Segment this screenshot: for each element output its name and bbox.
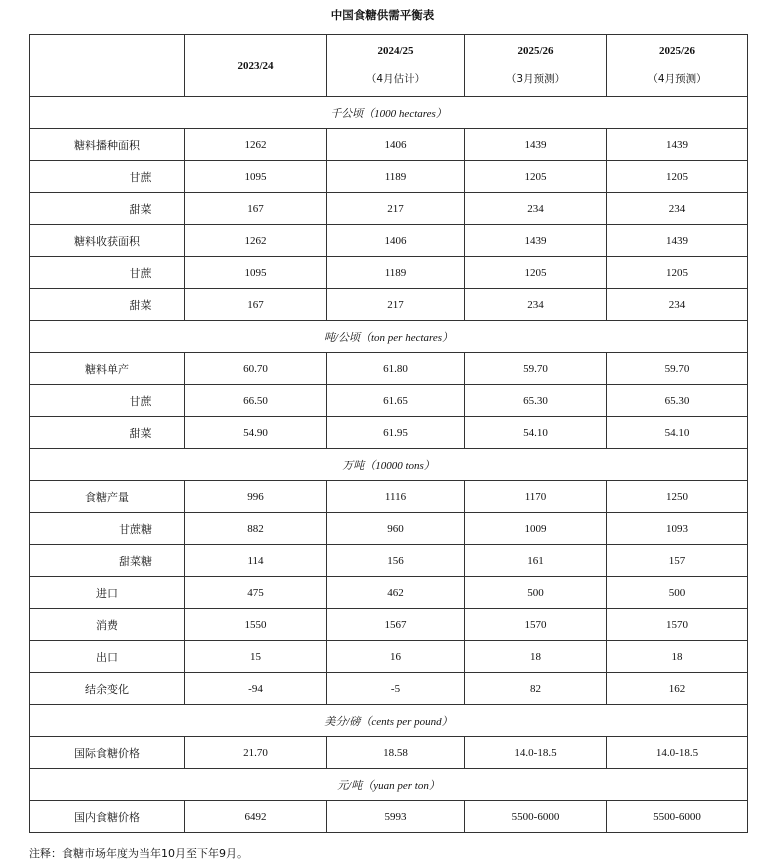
value-cell: 65.30 bbox=[465, 385, 607, 417]
table-row bbox=[30, 417, 748, 449]
header-row bbox=[30, 35, 748, 97]
value-cell: 1262 bbox=[185, 225, 327, 257]
table-row bbox=[30, 129, 748, 161]
table-row bbox=[30, 577, 748, 609]
value-cell: 54.90 bbox=[185, 417, 327, 449]
value-cell: 1093 bbox=[607, 513, 748, 545]
value-cell: 1205 bbox=[607, 257, 748, 289]
row-label: 甜菜糖 bbox=[30, 545, 185, 577]
value-cell: -94 bbox=[185, 673, 327, 705]
table-row bbox=[30, 225, 748, 257]
value-cell: 462 bbox=[327, 577, 465, 609]
header-year: 2025/26 bbox=[658, 45, 696, 57]
value-cell: 1567 bbox=[327, 609, 465, 641]
value-cell: 234 bbox=[465, 193, 607, 225]
value-cell: 18.58 bbox=[327, 737, 465, 769]
value-cell: 54.10 bbox=[465, 417, 607, 449]
table-row bbox=[30, 801, 748, 833]
row-label: 甘蔗糖 bbox=[30, 513, 185, 545]
table-row bbox=[30, 673, 748, 705]
value-cell: 5993 bbox=[327, 801, 465, 833]
value-cell: 54.10 bbox=[607, 417, 748, 449]
table-row bbox=[30, 545, 748, 577]
row-label: 食糖产量 bbox=[30, 481, 185, 513]
value-cell: 1439 bbox=[607, 225, 748, 257]
row-label: 国际食糖价格 bbox=[30, 737, 185, 769]
value-cell: 6492 bbox=[185, 801, 327, 833]
value-cell: 1116 bbox=[327, 481, 465, 513]
table-row bbox=[30, 193, 748, 225]
value-cell: 1262 bbox=[185, 129, 327, 161]
unit-label: 美分/磅（cents per pound） bbox=[30, 705, 748, 737]
header-year: 2023/24 bbox=[237, 59, 274, 72]
value-cell: -5 bbox=[327, 673, 465, 705]
row-label: 消费 bbox=[30, 609, 185, 641]
row-label: 甘蔗 bbox=[30, 257, 185, 289]
row-label: 结余变化 bbox=[30, 673, 185, 705]
value-cell: 1189 bbox=[327, 257, 465, 289]
value-cell: 1250 bbox=[607, 481, 748, 513]
value-cell: 16 bbox=[327, 641, 465, 673]
table-row bbox=[30, 609, 748, 641]
value-cell: 61.80 bbox=[327, 353, 465, 385]
value-cell: 1009 bbox=[465, 513, 607, 545]
row-label: 甜菜 bbox=[30, 417, 185, 449]
value-cell: 1439 bbox=[465, 225, 607, 257]
unit-label: 万吨（10000 tons） bbox=[30, 449, 748, 481]
value-cell: 82 bbox=[465, 673, 607, 705]
value-cell: 234 bbox=[465, 289, 607, 321]
table-row bbox=[30, 513, 748, 545]
value-cell: 500 bbox=[607, 577, 748, 609]
row-label: 糖料收获面积 bbox=[30, 225, 185, 257]
header-sub: （4月预测） bbox=[647, 73, 707, 85]
value-cell: 162 bbox=[607, 673, 748, 705]
unit-row bbox=[30, 449, 748, 481]
value-cell: 1205 bbox=[465, 257, 607, 289]
value-cell: 5500-6000 bbox=[465, 801, 607, 833]
value-cell: 1205 bbox=[607, 161, 748, 193]
value-cell: 161 bbox=[465, 545, 607, 577]
value-cell: 61.95 bbox=[327, 417, 465, 449]
header-sub: （4月估计） bbox=[365, 73, 426, 85]
table-row bbox=[30, 257, 748, 289]
value-cell: 1406 bbox=[327, 225, 465, 257]
table-row bbox=[30, 353, 748, 385]
table-row bbox=[30, 481, 748, 513]
value-cell: 1170 bbox=[465, 481, 607, 513]
row-label: 甜菜 bbox=[30, 289, 185, 321]
value-cell: 18 bbox=[607, 641, 748, 673]
row-label: 甘蔗 bbox=[30, 385, 185, 417]
table-row bbox=[30, 385, 748, 417]
value-cell: 1439 bbox=[607, 129, 748, 161]
value-cell: 1095 bbox=[185, 161, 327, 193]
footnote: 注释：食糖市场年度为当年10月至下年9月。 bbox=[29, 847, 248, 860]
value-cell: 157 bbox=[607, 545, 748, 577]
unit-label: 元/吨（yuan per ton） bbox=[30, 769, 748, 801]
value-cell: 59.70 bbox=[465, 353, 607, 385]
supply-demand-table bbox=[29, 34, 748, 833]
value-cell: 65.30 bbox=[607, 385, 748, 417]
value-cell: 1406 bbox=[327, 129, 465, 161]
value-cell: 59.70 bbox=[607, 353, 748, 385]
unit-row bbox=[30, 705, 748, 737]
value-cell: 156 bbox=[327, 545, 465, 577]
row-label: 甜菜 bbox=[30, 193, 185, 225]
value-cell: 66.50 bbox=[185, 385, 327, 417]
header-cell bbox=[327, 35, 465, 97]
value-cell: 500 bbox=[465, 577, 607, 609]
value-cell: 960 bbox=[327, 513, 465, 545]
value-cell: 167 bbox=[185, 289, 327, 321]
value-cell: 1095 bbox=[185, 257, 327, 289]
value-cell: 996 bbox=[185, 481, 327, 513]
header-year: 2025/26 bbox=[517, 45, 554, 57]
row-label: 进口 bbox=[30, 577, 185, 609]
value-cell: 14.0-18.5 bbox=[607, 737, 748, 769]
value-cell: 167 bbox=[185, 193, 327, 225]
header-corner-cell bbox=[30, 35, 185, 97]
row-label: 甘蔗 bbox=[30, 161, 185, 193]
value-cell: 217 bbox=[327, 193, 465, 225]
unit-label: 吨/公顷（ton per hectares） bbox=[30, 321, 748, 353]
unit-label: 千公顷（1000 hectares） bbox=[30, 97, 748, 129]
value-cell: 1205 bbox=[465, 161, 607, 193]
header-cell bbox=[607, 35, 748, 97]
value-cell: 5500-6000 bbox=[607, 801, 748, 833]
value-cell: 217 bbox=[327, 289, 465, 321]
value-cell: 475 bbox=[185, 577, 327, 609]
value-cell: 15 bbox=[185, 641, 327, 673]
unit-row bbox=[30, 321, 748, 353]
value-cell: 21.70 bbox=[185, 737, 327, 769]
value-cell: 114 bbox=[185, 545, 327, 577]
table-row bbox=[30, 737, 748, 769]
header-cell bbox=[185, 35, 327, 97]
value-cell: 1570 bbox=[465, 609, 607, 641]
value-cell: 18 bbox=[465, 641, 607, 673]
table-row bbox=[30, 161, 748, 193]
value-cell: 1439 bbox=[465, 129, 607, 161]
header-year: 2024/25 bbox=[377, 45, 414, 57]
value-cell: 1550 bbox=[185, 609, 327, 641]
header-cell bbox=[465, 35, 607, 97]
unit-row bbox=[30, 97, 748, 129]
value-cell: 882 bbox=[185, 513, 327, 545]
value-cell: 234 bbox=[607, 193, 748, 225]
row-label: 出口 bbox=[30, 641, 185, 673]
table-row bbox=[30, 289, 748, 321]
value-cell: 234 bbox=[607, 289, 748, 321]
table-title: 中国食糖供需平衡表 bbox=[330, 8, 435, 22]
table-row bbox=[30, 641, 748, 673]
unit-row bbox=[30, 769, 748, 801]
value-cell: 60.70 bbox=[185, 353, 327, 385]
value-cell: 61.65 bbox=[327, 385, 465, 417]
value-cell: 14.0-18.5 bbox=[465, 737, 607, 769]
row-label: 国内食糖价格 bbox=[30, 801, 185, 833]
row-label: 糖料播种面积 bbox=[30, 129, 185, 161]
header-sub: （3月预测） bbox=[505, 73, 566, 85]
value-cell: 1189 bbox=[327, 161, 465, 193]
value-cell: 1570 bbox=[607, 609, 748, 641]
row-label: 糖料单产 bbox=[30, 353, 185, 385]
